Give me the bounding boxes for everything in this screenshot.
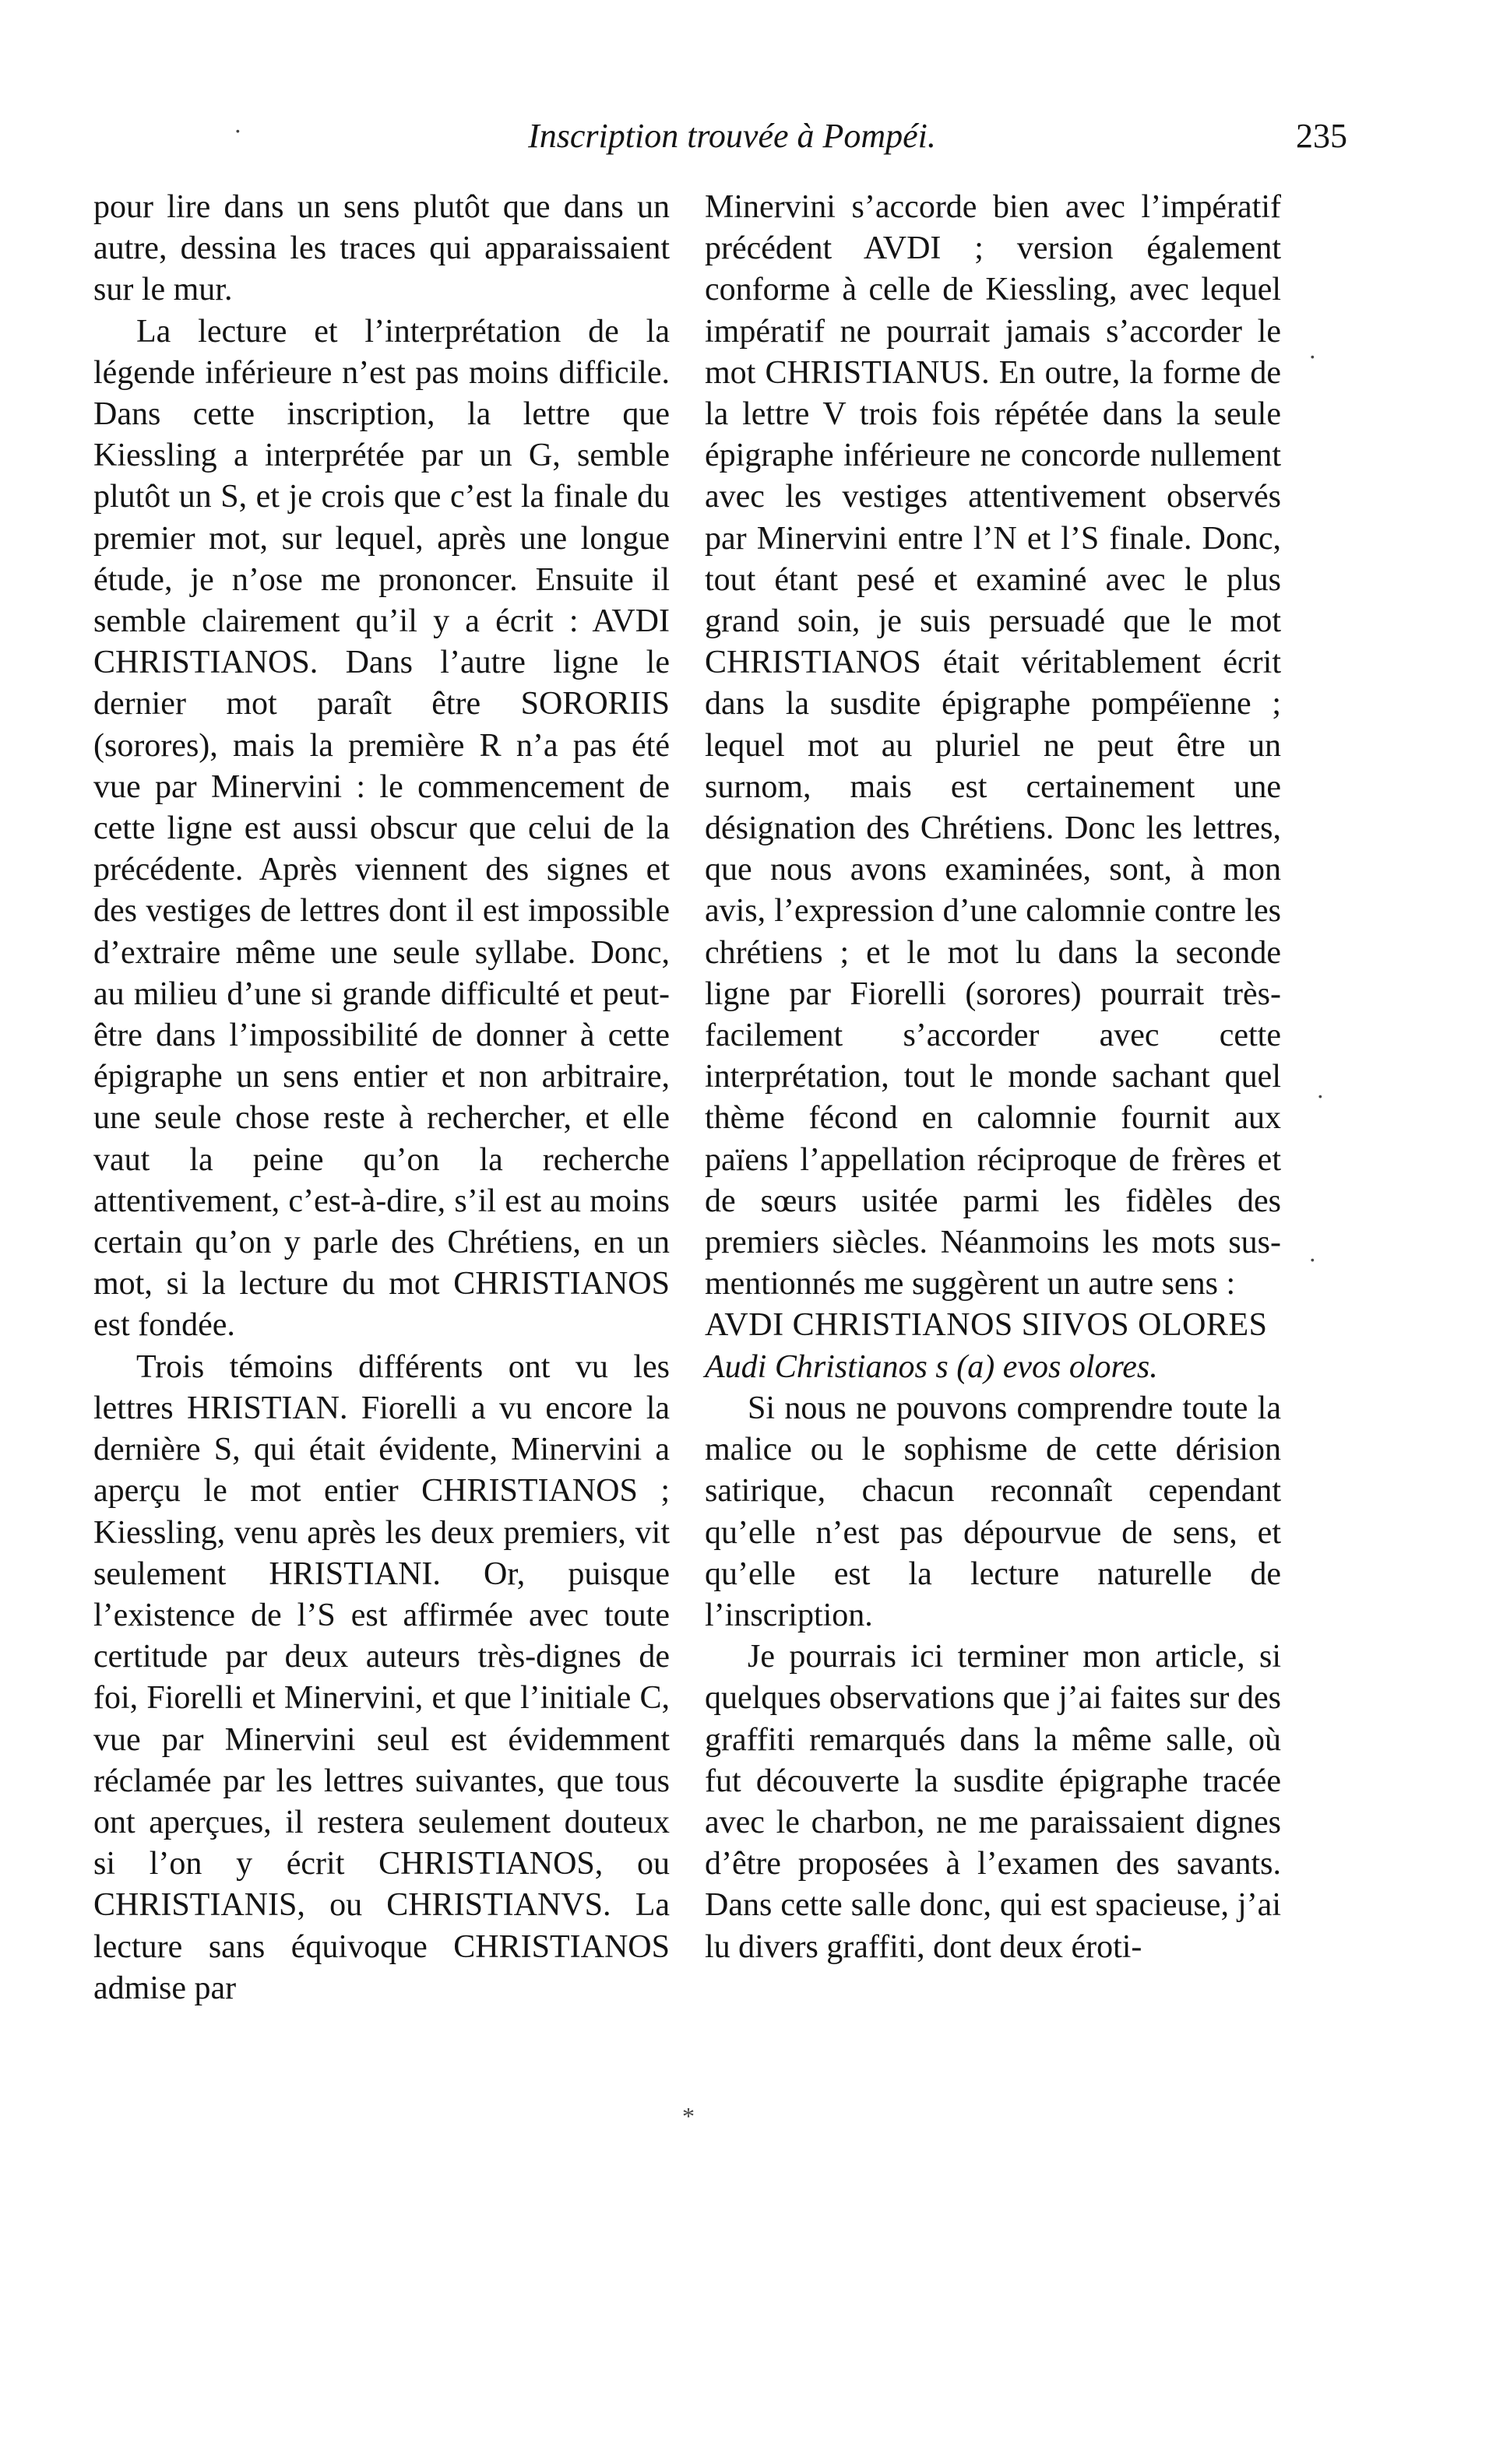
right-column bbox=[705, 187, 1281, 1968]
page-number: 235 bbox=[1296, 117, 1347, 155]
inscription-reading: Audi Christianos s (a) evos olores. bbox=[705, 1348, 1158, 1385]
paragraph: pour lire dans un sens plutôt que dans un autre, dessina les traces qui apparaissaient sur le mur. bbox=[93, 189, 670, 308]
margin-asterisk-mark: * bbox=[682, 2102, 695, 2130]
ink-speck: · bbox=[1308, 1246, 1317, 1274]
paragraph: Je pourrais ici terminer mon article, si quelques observations que j’ai faites sur des graffiti remarqués dans la même salle, où fut découverte la susdite épigraphe tracée avec le charbon, ne me paraissaient dignes d’être proposées à l’examen des savants. Dans cette salle donc, qui est spacieuse, j’ai lu divers graffiti, dont deux éroti- bbox=[705, 1639, 1281, 1965]
paragraph: La lecture et l’interprétation de la légende inférieure n’est pas moins difficile. Dans cette inscription, la lettre que Kiessling a interprétée par un G, semble plutôt un S, et je crois que c’est la finale du premier mot, sur lequel, après une longue étude, je n’ose me prononcer. Ensuite il semble clairement qu’il y a écrit : AVDI CHRISTIANOS. Dans l’autre ligne le dernier mot paraît être SORORIIS (sorores), mais la première R n’a pas été vue par Minervini : le commencement de cette ligne est aussi obscur que celui de la précédente. Après viennent des signes et des vestiges de lettres dont il est impossible d’extraire même une seule syllabe. Donc, au milieu d’une si grande difficulté et peut-être dans l’impossibilité de donner à cette épigraphe un sens entier et non arbitraire, une seule chose reste à rechercher, et elle vaut la peine qu’on la recherche attentivement, c’est-à-dire, s’il est au moins certain qu’on y parle des Chrétiens, en un mot, si la lecture du mot CHRISTIANOS est fondée. bbox=[93, 313, 670, 1344]
running-title: Inscription trouvée à Pompéi. bbox=[528, 117, 936, 155]
left-column bbox=[93, 187, 670, 2009]
running-head bbox=[93, 109, 1371, 163]
paragraph: Si nous ne pouvons comprendre toute la malice ou le sophisme de cette dérision satirique, chacun reconnaît cependant qu’elle n’est pas dépourvue de sens, et qu’elle est la lecture naturelle de l’inscription. bbox=[705, 1390, 1281, 1633]
inscription-transcription: AVDI CHRISTIANOS SIIVOS OLORES bbox=[705, 1307, 1268, 1344]
ink-speck: · bbox=[234, 117, 242, 145]
paragraph: Minervini s’accorde bien avec l’impératif précédent AVDI ; version également conforme à celle de Kiessling, avec lequel impératif ne pourrait jamais s’accorder le mot CHRISTIANUS. En outre, la forme de la lettre V trois fois répétée dans la seule épigraphe inférieure ne concorde nullement avec les vestiges attentivement observés par Minervini entre l’N et l’S finale. Donc, tout étant pesé et examiné avec le plus grand soin, je suis persuadé que le mot CHRISTIANOS était véritablement écrit dans la susdite épigraphe pompéïenne ; lequel mot au pluriel ne peut être un surnom, mais est certainement une désignation des Chrétiens. Donc les lettres, que nous avons examinées, sont, à mon avis, l’expression d’une calomnie contre les chrétiens ; et le mot lu dans la seconde ligne par Fiorelli (sorores) pourrait très-facilement s’accorder avec cette interprétation, tout le monde sachant quel thème fécond en calomnie fournit aux païens l’appellation réciproque de frères et de sœurs usitée parmi les fidèles des premiers siècles. Néanmoins les mots sus-mentionnés me suggèrent un autre sens : bbox=[705, 189, 1281, 1302]
ink-speck: · bbox=[1308, 343, 1317, 371]
ink-speck: · bbox=[1316, 1082, 1325, 1110]
paragraph: Trois témoins différents ont vu les lettres HRISTIAN. Fiorelli a vu encore la dernière S, qui était évidente, Minervini a aperçu le mot entier CHRISTIANOS ; Kiessling, venu après les deux premiers, vit seulement HRISTIANI. Or, puisque l’existence de l’S est affirmée avec toute certitude par deux auteurs très-dignes de foi, Fiorelli et Minervini, et que l’initiale C, vue par Minervini seul est évidemment réclamée par les lettres suivantes, que tous ont aperçues, il restera seulement douteux si l’on y écrit CHRISTIANOS, ou CHRISTIANIS, ou CHRISTIANVS. La lecture sans équivoque CHRISTIANOS admise par bbox=[93, 1348, 670, 2006]
